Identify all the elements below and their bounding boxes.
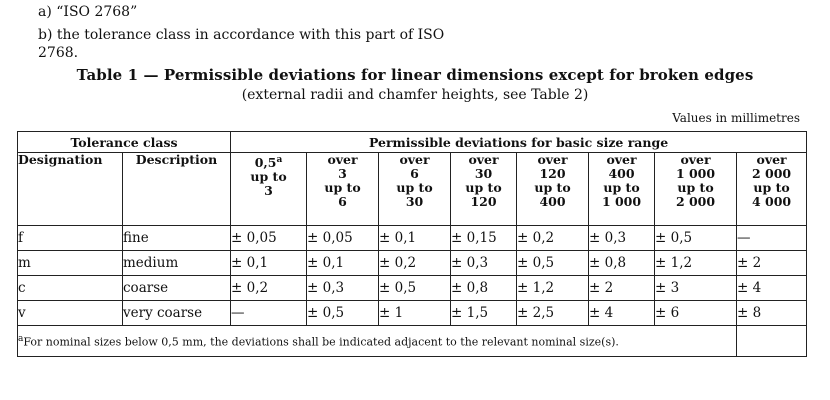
- deviation-cell: ± 0,5: [517, 251, 589, 276]
- deviation-cell: ± 0,5: [307, 301, 379, 326]
- range-7-l1: over: [756, 152, 787, 167]
- table-subtitle: (external radii and chamfer heights, see Table 2): [241, 87, 589, 103]
- deviation-cell: ± 0,15: [451, 226, 517, 251]
- table-row: [18, 276, 807, 301]
- footnote-empty-cell: [737, 326, 807, 357]
- range-3-l4: 120: [470, 194, 497, 209]
- deviation-cell: ± 6: [655, 301, 737, 326]
- deviation-cell: ± 0,2: [379, 251, 451, 276]
- deviation-cell: ± 1,2: [655, 251, 737, 276]
- deviation-cell: ± 0,5: [655, 226, 737, 251]
- range-0-l3: 3: [264, 183, 273, 199]
- range-6-l1: over: [680, 152, 711, 167]
- deviation-cell: ± 0,3: [307, 276, 379, 301]
- range-5-l4: 1 000: [601, 194, 642, 209]
- header-tolerance-class: Tolerance class: [18, 132, 231, 153]
- deviation-cell: ± 0,1: [307, 251, 379, 276]
- range-2-l4: 30: [405, 194, 424, 209]
- column-header-row: [18, 153, 807, 226]
- range-5-l2: 400: [608, 166, 635, 181]
- header-range-7: [737, 153, 807, 226]
- range-7-l2: 2 000: [751, 166, 792, 181]
- range-2-l2: 6: [410, 166, 419, 181]
- designation-cell: c: [18, 276, 123, 301]
- intro-line-b: b) the tolerance class in accordance with this part of ISO 2768.: [38, 27, 445, 61]
- range-5-l1: over: [606, 152, 637, 167]
- tolerance-table: [17, 131, 807, 357]
- deviation-cell: ± 0,5: [379, 276, 451, 301]
- range-4-l3: up to: [534, 180, 571, 195]
- description-cell: coarse: [123, 276, 231, 301]
- deviation-cell: ± 0,2: [231, 276, 307, 301]
- range-2-l1: over: [399, 152, 430, 167]
- header-range-4: [517, 153, 589, 226]
- deviation-cell: ± 2: [589, 276, 655, 301]
- deviation-cell: ± 2,5: [517, 301, 589, 326]
- deviation-cell: ± 0,2: [517, 226, 589, 251]
- deviation-cell: ± 0,1: [231, 251, 307, 276]
- footnote: [18, 326, 737, 357]
- deviation-cell: ± 1,2: [517, 276, 589, 301]
- group-header-row: [18, 132, 807, 153]
- header-range-2: [379, 153, 451, 226]
- deviation-cell: ± 0,8: [589, 251, 655, 276]
- deviation-cell: ± 1: [379, 301, 451, 326]
- range-3-l3: up to: [465, 180, 502, 195]
- description-cell: fine: [123, 226, 231, 251]
- table-title: Table 1 — Permissible deviations for linear dimensions except for broken edges: [76, 66, 754, 84]
- range-1-l2: 3: [338, 166, 347, 181]
- header-permissible-deviations: Permissible deviations for basic size range: [231, 132, 807, 153]
- range-3-l1: over: [468, 152, 499, 167]
- header-range-1: [307, 153, 379, 226]
- deviation-cell: ± 4: [589, 301, 655, 326]
- range-0-l2: up to: [250, 169, 287, 185]
- range-6-l3: up to: [677, 180, 714, 195]
- footnote-marker: a: [18, 333, 24, 344]
- deviation-cell: ± 1,5: [451, 301, 517, 326]
- deviation-cell: ± 0,3: [451, 251, 517, 276]
- range-5-l3: up to: [603, 180, 640, 195]
- deviation-cell: —: [737, 226, 807, 251]
- range-1-l3: up to: [324, 180, 361, 195]
- footnote-row: [18, 326, 807, 357]
- header-range-5: [589, 153, 655, 226]
- deviation-cell: ± 4: [737, 276, 807, 301]
- range-2-l3: up to: [396, 180, 433, 195]
- deviation-cell: ± 2: [737, 251, 807, 276]
- footnote-text: For nominal sizes below 0,5 mm, the deviations shall be indicated adjacent to the relevant nominal size(s).: [23, 335, 619, 349]
- header-range-0: [231, 153, 307, 226]
- range-1-l1: over: [327, 152, 358, 167]
- designation-cell: v: [18, 301, 123, 326]
- description-cell: very coarse: [123, 301, 231, 326]
- range-0-l1-text: 0,5: [254, 155, 277, 171]
- units-note: Values in millimetres: [672, 111, 800, 125]
- header-designation: Designation: [18, 153, 123, 226]
- range-0-footnote-marker: a: [276, 155, 283, 165]
- range-4-l1: over: [537, 152, 568, 167]
- deviation-cell: ± 0,1: [379, 226, 451, 251]
- range-7-l4: 4 000: [751, 194, 792, 209]
- deviation-cell: ± 0,8: [451, 276, 517, 301]
- range-6-l4: 2 000: [675, 194, 716, 209]
- table-row: [18, 251, 807, 276]
- designation-cell: f: [18, 226, 123, 251]
- header-description: Description: [123, 153, 231, 226]
- range-3-l2: 30: [474, 166, 493, 181]
- deviation-cell: ± 0,3: [589, 226, 655, 251]
- table-row: [18, 226, 807, 251]
- deviation-cell: —: [231, 301, 307, 326]
- table-row: [18, 301, 807, 326]
- header-range-6: [655, 153, 737, 226]
- range-6-l2: 1 000: [675, 166, 716, 181]
- range-1-l4: 6: [338, 194, 347, 209]
- deviation-cell: ± 8: [737, 301, 807, 326]
- deviation-cell: ± 0,05: [231, 226, 307, 251]
- deviation-cell: ± 0,05: [307, 226, 379, 251]
- range-0-l1: [231, 153, 306, 170]
- intro-line-a: a) “ISO 2768”: [38, 4, 138, 20]
- range-4-l2: 120: [539, 166, 566, 181]
- designation-cell: m: [18, 251, 123, 276]
- description-cell: medium: [123, 251, 231, 276]
- header-range-3: [451, 153, 517, 226]
- range-7-l3: up to: [753, 180, 790, 195]
- deviation-cell: ± 3: [655, 276, 737, 301]
- range-4-l4: 400: [539, 194, 566, 209]
